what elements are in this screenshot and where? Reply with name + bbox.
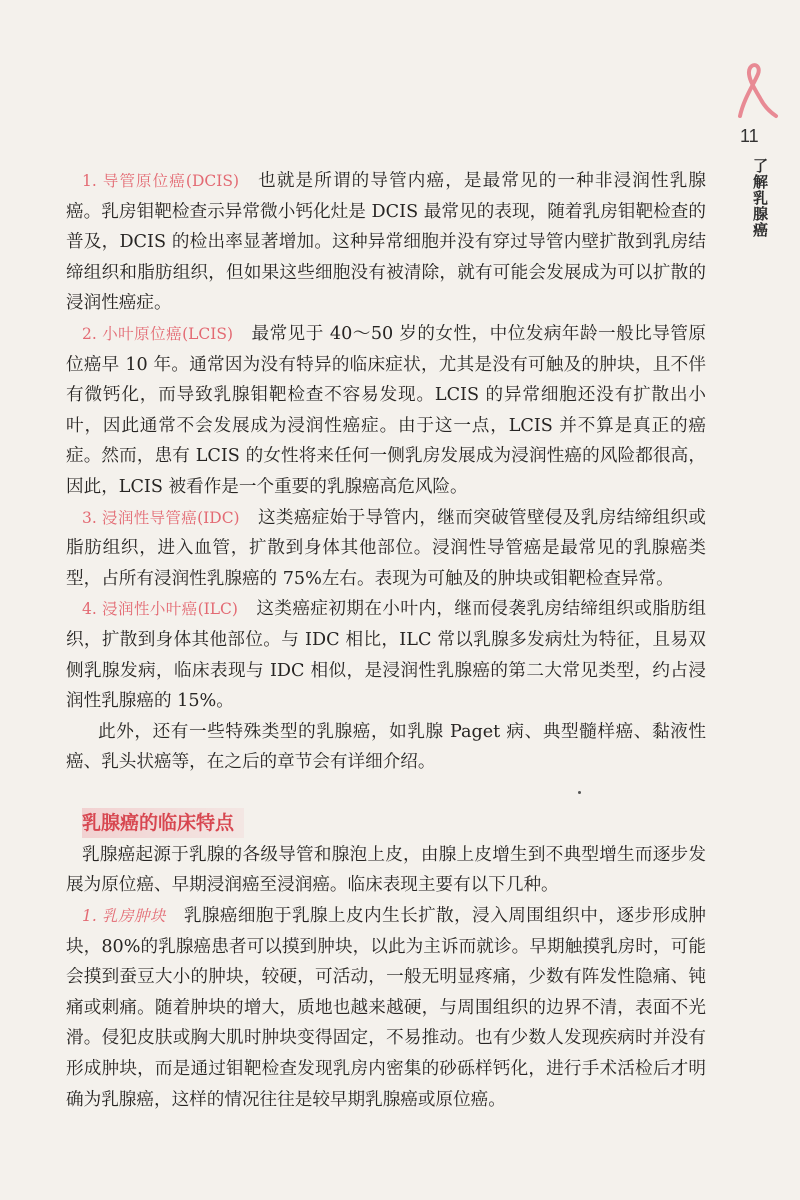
chapter-side-title: 了解乳腺癌 xyxy=(751,158,768,238)
paragraph-lcis xyxy=(66,319,706,503)
paragraph-dcis xyxy=(66,166,706,319)
page-number: 11 xyxy=(740,126,759,146)
paragraph-idc xyxy=(66,503,706,595)
item-label: 4. 浸润性小叶癌(ILC) xyxy=(82,600,238,619)
item-text: 这类癌症初期在小叶内，继而侵袭乳房结缔组织或脂肪组织，扩散到身体其他部位。与 IDC 相比，ILC 常以乳腺多发病灶为特征，且易双侧乳腺发病，临床表现与 IDC 相似，是浸润性乳腺癌的第二大常见类型，约占浸润性乳腺癌的 15%。 xyxy=(66,599,706,712)
item-label: 2. 小叶原位癌(LCIS) xyxy=(82,324,234,343)
paragraph-ilc xyxy=(66,594,706,716)
section-heading: 乳腺癌的临床特点 xyxy=(82,808,244,838)
section-intro: 乳腺癌起源于乳腺的各级导管和腺泡上皮，由腺上皮增生到不典型增生而逐步发展为原位癌、早期浸润癌至浸润癌。临床表现主要有以下几种。 xyxy=(66,844,706,896)
pink-ribbon-icon xyxy=(724,58,780,120)
ink-dot xyxy=(578,791,581,794)
item-text: 也就是所谓的导管内癌，是最常见的一种非浸润性乳腺癌。乳房钼靶检查示异常微小钙化灶是 DCIS 最常见的表现，随着乳房钼靶检查的普及，DCIS 的检出率显著增加。这种异常细胞并没有穿过导管内壁扩散到乳房结缔组织和脂肪组织，但如果这些细胞没有被清除，就有可能会发展成为可以扩散的浸润性癌症。 xyxy=(66,171,706,314)
item-text: 乳腺癌细胞于乳腺上皮内生长扩散，浸入周围组织中，逐步形成肿块，80%的乳腺癌患者可以摸到肿块，以此为主诉而就诊。早期触摸乳房时，可能会摸到蚕豆大小的肿块，较硬，可活动，一般无明显疼痛，少数有阵发性隐痛、钝痛或刺痛。随着肿块的增大，质地也越来越硬，与周围组织的边界不清，表面不光滑。侵犯皮肤或胸大肌时肿块变得固定，不易推动。也有少数人发现疾病时并没有形成肿块，而是通过钼靶检查发现乳房内密集的砂砾样钙化，进行手术活检后才明确为乳腺癌，这样的情况往往是较早期乳腺癌或原位癌。 xyxy=(66,906,706,1110)
item-label: 3. 浸润性导管癌(IDC) xyxy=(82,508,240,527)
paragraph-special-types: 此外，还有一些特殊类型的乳腺癌，如乳腺 Paget 病、典型髓样癌、黏液性癌、乳头状癌等，在之后的章节会有详细介绍。 xyxy=(66,721,706,773)
item-text: 最常见于 40～50 岁的女性，中位发病年龄一般比导管原位癌早 10 年。通常因为没有特异的临床症状，尤其是没有可触及的肿块，且不伴有微钙化，而导致乳腺钼靶检查不容易发现。LCIS 的异常细胞还没有扩散出小叶，因此通常不会发展成为浸润性癌症。由于这一点，LCIS 并不算是真正的癌症。然而，患有 LCIS 的女性将来任何一侧乳房发展成为浸润性癌的风险都很高，因此，LCIS 被看作是一个重要的乳腺癌高危风险。 xyxy=(66,323,706,497)
item-label: 1. 乳房肿块 xyxy=(82,907,166,926)
item-text: 这类癌症始于导管内，继而突破管壁侵及乳房结缔组织或脂肪组织，进入血管，扩散到身体其他部位。浸润性导管癌是最常见的乳腺癌类型，占所有浸润性乳腺癌的 75%左右。表现为可触及的肿块或钼靶检查异常。 xyxy=(66,507,706,589)
paragraph-breast-lump xyxy=(66,901,706,1115)
page-content xyxy=(66,166,706,1115)
item-label: 1. 导管原位癌(DCIS) xyxy=(82,172,240,190)
